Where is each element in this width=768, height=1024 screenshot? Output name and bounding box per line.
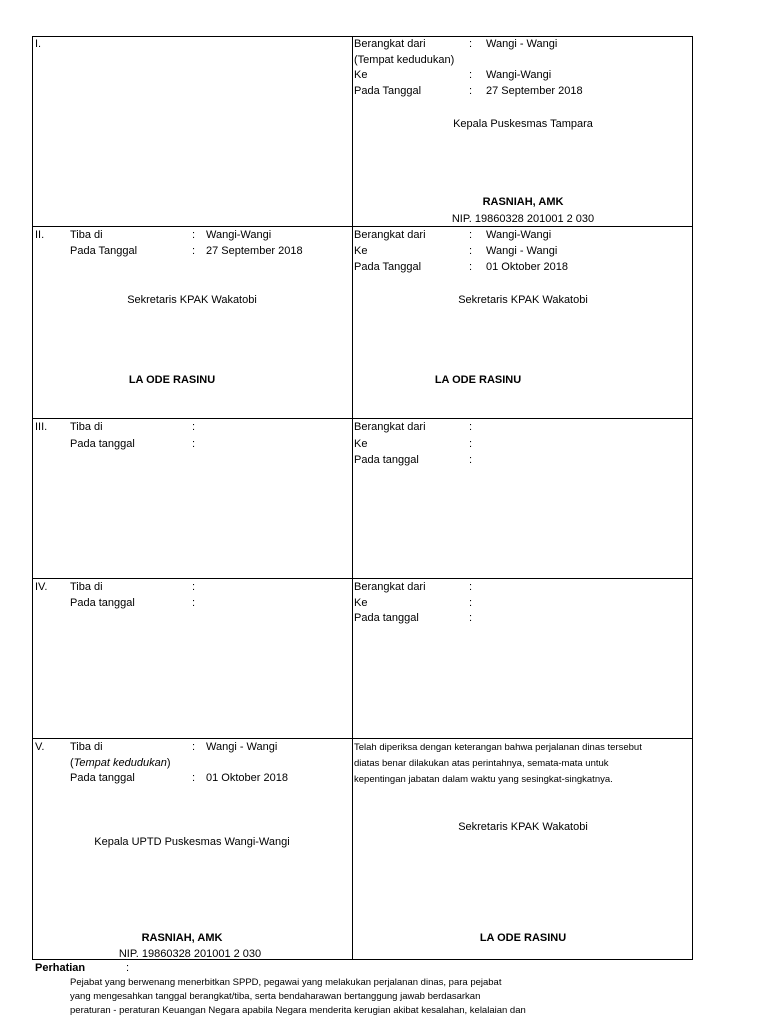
section-1-date-label: Pada Tanggal	[354, 85, 422, 97]
section-5-left-nip: NIP. 19860328 201001 2 030	[118, 948, 262, 960]
section-3-depart-date-colon: :	[469, 454, 473, 466]
section-3-arrive-date-label: Pada tanggal	[70, 438, 135, 450]
section-2-number: II.	[35, 229, 45, 241]
section-2-to-value: Wangi - Wangi	[486, 245, 558, 257]
row-divider-3	[32, 578, 693, 579]
section-1-depart-value: Wangi - Wangi	[486, 38, 558, 50]
section-3-arrive-colon: :	[192, 421, 196, 433]
section-2-depart-colon: :	[469, 229, 473, 241]
section-1-official-nip: NIP. 19860328 201001 2 030	[451, 213, 595, 225]
section-5-arrive-value: Wangi - Wangi	[206, 741, 278, 753]
section-2-left-title: Sekretaris KPAK Wakatobi	[127, 294, 257, 306]
section-2-to-label: Ke	[354, 245, 368, 257]
section-5-right-name: LA ODE RASINU	[479, 932, 567, 944]
section-2-to-colon: :	[469, 245, 473, 257]
section-4-arrive-label: Tiba di	[70, 581, 103, 593]
section-4-number: IV.	[35, 581, 48, 593]
section-1-number: I.	[35, 38, 42, 50]
section-5-statement-line-1: Telah diperiksa dengan keterangan bahwa perjalanan dinas tersebut	[354, 742, 642, 753]
section-4-depart-date-label: Pada tanggal	[354, 612, 419, 624]
section-5-left-name: RASNIAH, AMK	[141, 932, 223, 944]
row-divider-1	[32, 226, 693, 227]
section-2-right-title: Sekretaris KPAK Wakatobi	[458, 294, 588, 306]
section-5-arrive-label: Tiba di	[70, 741, 103, 753]
section-5-arrive-date-colon: :	[192, 772, 196, 784]
section-5-arrive-date-value: 01 Oktober 2018	[206, 772, 288, 784]
section-2-depart-label: Berangkat dari	[354, 229, 426, 241]
section-4-to-colon: :	[469, 597, 473, 609]
section-2-left-name: LA ODE RASINU	[128, 374, 216, 386]
section-5-right-title: Sekretaris KPAK Wakatobi	[458, 821, 588, 833]
section-1-official-name: RASNIAH, AMK	[482, 196, 564, 208]
section-2-depart-value: Wangi-Wangi	[486, 229, 552, 241]
section-1-to-label: Ke	[354, 69, 368, 81]
section-1-to-colon: :	[469, 69, 473, 81]
section-3-to-label: Ke	[354, 438, 368, 450]
section-3-to-colon: :	[469, 438, 473, 450]
section-1-to-value: Wangi-Wangi	[486, 69, 552, 81]
footer-line-3: peraturan - peraturan Keuangan Negara apabila Negara menderita kerugian akibat kesalahan, kelalaian dan	[70, 1005, 526, 1016]
section-2-arrive-date-label: Pada Tanggal	[70, 245, 138, 257]
section-2-right-name: LA ODE RASINU	[434, 374, 522, 386]
section-5-sub-open: (	[70, 757, 74, 769]
section-2-arrive-date-value: 27 September 2018	[206, 245, 303, 257]
section-5-number: V.	[35, 741, 45, 753]
section-2-arrive-value: Wangi-Wangi	[206, 229, 272, 241]
section-2-arrive-date-colon: :	[192, 245, 196, 257]
section-3-arrive-label: Tiba di	[70, 421, 103, 433]
footer-line-2: yang mengesahkan tanggal berangkat/tiba, serta bendaharawan bertanggung jawab berdasarkan	[70, 991, 481, 1002]
section-3-arrive-date-colon: :	[192, 438, 196, 450]
section-5-arrive-colon: :	[192, 741, 196, 753]
section-2-depart-date-label: Pada Tanggal	[354, 261, 422, 273]
section-2-arrive-label: Tiba di	[70, 229, 103, 241]
section-5-arrive-sub	[70, 756, 171, 770]
section-1-depart-sub: (Tempat kedudukan)	[354, 54, 455, 66]
row-divider-2	[32, 418, 693, 419]
row-divider-4	[32, 738, 693, 739]
section-5-sub-italic: Tempat kedudukan	[73, 757, 167, 769]
section-4-depart-colon: :	[469, 581, 473, 593]
section-5-sub-close: )	[166, 757, 171, 769]
section-4-depart-label: Berangkat dari	[354, 581, 426, 593]
footer-line-1: Pejabat yang berwenang menerbitkan SPPD, pegawai yang melakukan perjalanan dinas, para pejabat	[70, 977, 502, 988]
section-3-depart-label: Berangkat dari	[354, 421, 426, 433]
section-5-arrive-date-label: Pada tanggal	[70, 772, 135, 784]
section-2-depart-date-value: 01 Oktober 2018	[486, 261, 568, 273]
section-4-arrive-date-colon: :	[192, 597, 196, 609]
footer-heading: Perhatian	[35, 962, 86, 974]
section-5-left-title: Kepala UPTD Puskesmas Wangi-Wangi	[94, 836, 290, 848]
section-1-official-title: Kepala Puskesmas Tampara	[453, 118, 593, 130]
section-4-arrive-date-label: Pada tanggal	[70, 597, 135, 609]
section-5-statement-line-2: diatas benar dilakukan atas perintahnya, semata-mata untuk	[354, 758, 609, 769]
section-1-date-colon: :	[469, 85, 473, 97]
section-3-depart-date-label: Pada tanggal	[354, 454, 419, 466]
footer-heading-colon: :	[126, 962, 130, 974]
section-4-arrive-colon: :	[192, 581, 196, 593]
section-1-depart-label: Berangkat dari	[354, 38, 426, 50]
section-1-date-value: 27 September 2018	[486, 85, 583, 97]
section-3-number: III.	[35, 421, 48, 433]
section-1-depart-colon: :	[469, 38, 473, 50]
section-5-statement-line-3: kepentingan jabatan dalam waktu yang sesingkat-singkatnya.	[354, 774, 613, 785]
section-4-to-label: Ke	[354, 597, 368, 609]
section-2-arrive-colon: :	[192, 229, 196, 241]
section-4-depart-date-colon: :	[469, 612, 473, 624]
section-3-depart-colon: :	[469, 421, 473, 433]
section-2-depart-date-colon: :	[469, 261, 473, 273]
